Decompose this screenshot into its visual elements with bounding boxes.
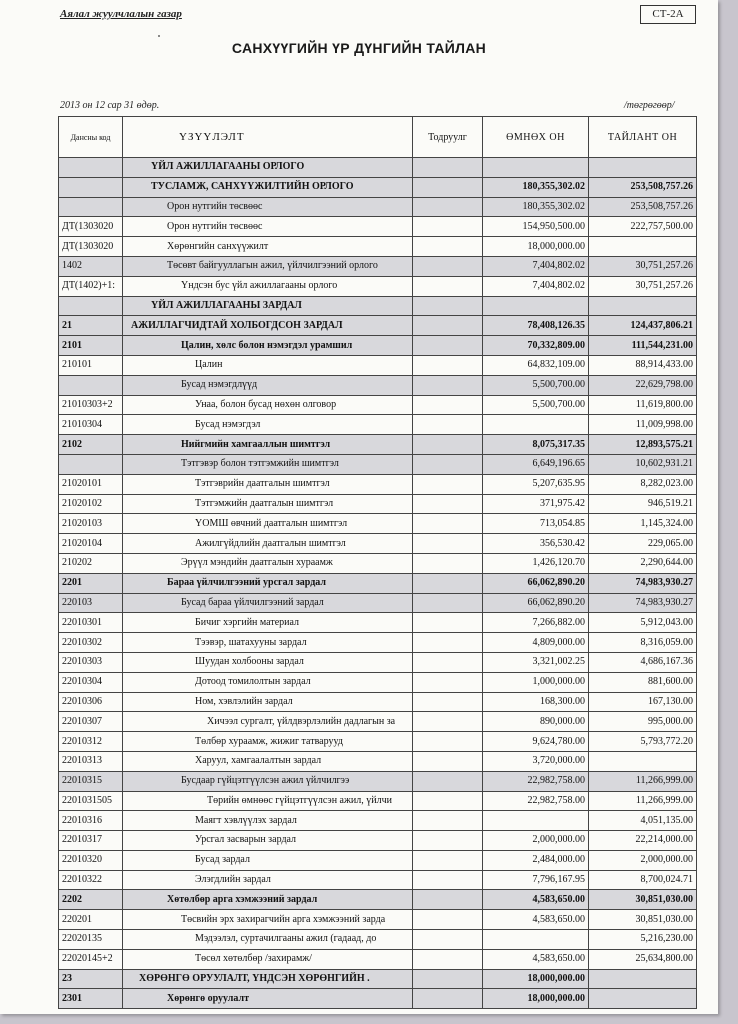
table-row xyxy=(59,415,697,435)
table-row xyxy=(59,930,697,950)
cell-current-year: 10,602,931.21 xyxy=(589,454,697,474)
organization-name: Аялал жуулчлалын газар xyxy=(60,8,182,20)
cell-previous-year: 9,624,780.00 xyxy=(483,732,589,752)
cell-current-year: 5,216,230.00 xyxy=(589,930,697,950)
cell-current-year: 11,266,999.00 xyxy=(589,791,697,811)
cell-account-code: 220201 xyxy=(59,910,123,930)
cell-previous-year: 2,000,000.00 xyxy=(483,831,589,851)
cell-note xyxy=(413,672,483,692)
cell-account-code: 210101 xyxy=(59,355,123,375)
table-header xyxy=(59,117,697,158)
cell-previous-year xyxy=(483,930,589,950)
cell-current-year xyxy=(589,158,697,178)
table-row xyxy=(59,613,697,633)
cell-note xyxy=(413,415,483,435)
cell-account-code: ДТ(1303020 xyxy=(59,217,123,237)
cell-indicator: ҮЙЛ АЖИЛЛАГААНЫ ЗАРДАЛ xyxy=(123,296,413,316)
cell-indicator: АЖИЛЛАГЧИДТАЙ ХОЛБОГДСОН ЗАРДАЛ xyxy=(123,316,413,336)
cell-current-year: 8,316,059.00 xyxy=(589,633,697,653)
table-row xyxy=(59,573,697,593)
cell-previous-year: 7,404,802.02 xyxy=(483,276,589,296)
table-row xyxy=(59,177,697,197)
cell-previous-year: 7,266,882.00 xyxy=(483,613,589,633)
table-row xyxy=(59,652,697,672)
cell-account-code: 2301 xyxy=(59,989,123,1009)
cell-previous-year: 7,796,167.95 xyxy=(483,870,589,890)
cell-current-year: 74,983,930.27 xyxy=(589,573,697,593)
cell-note xyxy=(413,890,483,910)
cell-current-year: 74,983,930.27 xyxy=(589,593,697,613)
cell-account-code: 21010303+2 xyxy=(59,395,123,415)
table-row xyxy=(59,237,697,257)
cell-current-year: 22,629,798.00 xyxy=(589,375,697,395)
cell-indicator: Урсгал засварын зардал xyxy=(123,831,413,851)
cell-note xyxy=(413,336,483,356)
cell-indicator: Нийгмийн хамгааллын шимтгэл xyxy=(123,435,413,455)
cell-previous-year: 78,408,126.35 xyxy=(483,316,589,336)
table-row xyxy=(59,514,697,534)
cell-previous-year: 18,000,000.00 xyxy=(483,989,589,1009)
cell-note xyxy=(413,652,483,672)
cell-account-code: 22020145+2 xyxy=(59,949,123,969)
cell-note xyxy=(413,751,483,771)
income-statement-table xyxy=(58,116,697,1009)
cell-account-code: 21010304 xyxy=(59,415,123,435)
cell-note xyxy=(413,177,483,197)
cell-current-year: 4,051,135.00 xyxy=(589,811,697,831)
cell-note xyxy=(413,593,483,613)
cell-indicator: Унаа, болон бусад нөхөн олговор xyxy=(123,395,413,415)
cell-account-code: 1402 xyxy=(59,256,123,276)
table-row xyxy=(59,534,697,554)
table-row xyxy=(59,474,697,494)
cell-indicator: Маягт хэвлүүлэх зардал xyxy=(123,811,413,831)
report-date: 2013 он 12 сар 31 өдөр. xyxy=(60,100,160,111)
table-row xyxy=(59,454,697,474)
cell-account-code: 22010313 xyxy=(59,751,123,771)
cell-current-year xyxy=(589,969,697,989)
cell-indicator: Мэдээлэл, суртачилгааны ажил (гадаад, до xyxy=(123,930,413,950)
cell-indicator: Дотоод томилолтын зардал xyxy=(123,672,413,692)
cell-current-year: 30,851,030.00 xyxy=(589,890,697,910)
cell-current-year xyxy=(589,237,697,257)
cell-indicator: Хөрөнгийн санхүүжилт xyxy=(123,237,413,257)
cell-indicator: Хичээл сургалт, үйлдвэрлэлийн дадлагын за xyxy=(123,712,413,732)
column-header-indicator: ҮЗҮҮЛЭЛТ xyxy=(123,117,413,158)
cell-previous-year: 6,649,196.65 xyxy=(483,454,589,474)
cell-current-year: 167,130.00 xyxy=(589,692,697,712)
table-row xyxy=(59,375,697,395)
cell-previous-year xyxy=(483,158,589,178)
cell-note xyxy=(413,276,483,296)
cell-current-year: 11,619,800.00 xyxy=(589,395,697,415)
cell-note xyxy=(413,316,483,336)
cell-previous-year: 2,484,000.00 xyxy=(483,850,589,870)
cell-previous-year: 8,075,317.35 xyxy=(483,435,589,455)
cell-current-year: 88,914,433.00 xyxy=(589,355,697,375)
cell-note xyxy=(413,613,483,633)
cell-note xyxy=(413,217,483,237)
table-row xyxy=(59,158,697,178)
cell-current-year: 30,851,030.00 xyxy=(589,910,697,930)
cell-indicator: Тэтгэврийн даатгалын шимтгэл xyxy=(123,474,413,494)
cell-current-year xyxy=(589,296,697,316)
cell-previous-year: 18,000,000.00 xyxy=(483,969,589,989)
cell-current-year: 5,912,043.00 xyxy=(589,613,697,633)
cell-current-year: 253,508,757.26 xyxy=(589,197,697,217)
cell-previous-year: 5,500,700.00 xyxy=(483,375,589,395)
table-row xyxy=(59,989,697,1009)
cell-account-code: 2101 xyxy=(59,336,123,356)
report-title: САНХҮҮГИЙН ҮР ДҮНГИЙН ТАЙЛАН xyxy=(231,40,487,56)
table-row xyxy=(59,870,697,890)
cell-previous-year xyxy=(483,811,589,831)
cell-previous-year: 4,583,650.00 xyxy=(483,890,589,910)
cell-note xyxy=(413,712,483,732)
cell-previous-year: 22,982,758.00 xyxy=(483,791,589,811)
table-row xyxy=(59,732,697,752)
table-row xyxy=(59,197,697,217)
cell-note xyxy=(413,850,483,870)
table-row xyxy=(59,672,697,692)
cell-previous-year: 5,207,635.95 xyxy=(483,474,589,494)
table-row xyxy=(59,831,697,851)
table-row xyxy=(59,355,697,375)
cell-previous-year: 64,832,109.00 xyxy=(483,355,589,375)
cell-current-year: 11,009,998.00 xyxy=(589,415,697,435)
table-row xyxy=(59,949,697,969)
table-row xyxy=(59,633,697,653)
table-row xyxy=(59,712,697,732)
cell-account-code: 21020102 xyxy=(59,494,123,514)
cell-previous-year: 4,583,650.00 xyxy=(483,910,589,930)
table-row xyxy=(59,771,697,791)
cell-indicator: ХӨРӨНГӨ ОРУУЛАЛТ, ҮНДСЭН ХӨРӨНГИЙН . xyxy=(123,969,413,989)
cell-current-year: 8,282,023.00 xyxy=(589,474,697,494)
table-row xyxy=(59,850,697,870)
table-row xyxy=(59,969,697,989)
cell-indicator: Бусад зардал xyxy=(123,850,413,870)
cell-note xyxy=(413,256,483,276)
table-body xyxy=(59,158,697,1009)
cell-previous-year: 66,062,890.20 xyxy=(483,593,589,613)
cell-indicator: Бусдаар гүйцэтгүүлсэн ажил үйлчилгээ xyxy=(123,771,413,791)
cell-account-code xyxy=(59,177,123,197)
cell-previous-year: 3,321,002.25 xyxy=(483,652,589,672)
cell-note xyxy=(413,494,483,514)
table-row xyxy=(59,910,697,930)
cell-account-code: 2102 xyxy=(59,435,123,455)
cell-note xyxy=(413,949,483,969)
cell-account-code: 21020101 xyxy=(59,474,123,494)
column-header-current-year: ТАЙЛАНТ ОН xyxy=(589,117,697,158)
cell-note xyxy=(413,870,483,890)
table-row xyxy=(59,256,697,276)
cell-previous-year: 356,530.42 xyxy=(483,534,589,554)
cell-note xyxy=(413,197,483,217)
table-row xyxy=(59,276,697,296)
cell-account-code xyxy=(59,296,123,316)
cell-account-code: 22010302 xyxy=(59,633,123,653)
cell-indicator: Төсөвт байгууллагын ажил, үйлчилгээний орлого xyxy=(123,256,413,276)
cell-previous-year: 371,975.42 xyxy=(483,494,589,514)
cell-previous-year xyxy=(483,296,589,316)
cell-current-year: 30,751,257.26 xyxy=(589,276,697,296)
cell-current-year: 2,000,000.00 xyxy=(589,850,697,870)
cell-previous-year: 713,054.85 xyxy=(483,514,589,534)
table-row xyxy=(59,791,697,811)
cell-current-year: 30,751,257.26 xyxy=(589,256,697,276)
cell-previous-year: 1,000,000.00 xyxy=(483,672,589,692)
table-row xyxy=(59,553,697,573)
cell-account-code: ДТ(1303020 xyxy=(59,237,123,257)
cell-indicator: Бусад бараа үйлчилгээний зардал xyxy=(123,593,413,613)
cell-indicator: Бусад нэмэгдлүүд xyxy=(123,375,413,395)
table-row xyxy=(59,692,697,712)
table-row xyxy=(59,296,697,316)
cell-note xyxy=(413,969,483,989)
cell-current-year: 253,508,757.26 xyxy=(589,177,697,197)
cell-previous-year: 18,000,000.00 xyxy=(483,237,589,257)
cell-note xyxy=(413,474,483,494)
table-row xyxy=(59,890,697,910)
cell-previous-year: 1,426,120.70 xyxy=(483,553,589,573)
table-row xyxy=(59,811,697,831)
cell-account-code: 22010306 xyxy=(59,692,123,712)
cell-current-year: 946,519.21 xyxy=(589,494,697,514)
cell-account-code: ДТ(1402)+1: xyxy=(59,276,123,296)
cell-note xyxy=(413,732,483,752)
table-row xyxy=(59,593,697,613)
cell-indicator: Хөрөнгө оруулалт xyxy=(123,989,413,1009)
cell-note xyxy=(413,811,483,831)
cell-account-code: 22010322 xyxy=(59,870,123,890)
cell-indicator: Бараа үйлчилгээний урсгал зардал xyxy=(123,573,413,593)
cell-account-code: 2201031505 xyxy=(59,791,123,811)
cell-account-code: 21020104 xyxy=(59,534,123,554)
cell-note xyxy=(413,692,483,712)
cell-account-code: 22020135 xyxy=(59,930,123,950)
cell-account-code: 22010301 xyxy=(59,613,123,633)
cell-indicator: Тэтгэвэр болон тэтгэмжийн шимтгэл xyxy=(123,454,413,474)
cell-current-year: 1,145,324.00 xyxy=(589,514,697,534)
cell-note xyxy=(413,435,483,455)
cell-account-code xyxy=(59,375,123,395)
cell-note xyxy=(413,296,483,316)
cell-note xyxy=(413,395,483,415)
cell-account-code: 22010320 xyxy=(59,850,123,870)
cell-account-code: 22010317 xyxy=(59,831,123,851)
cell-note xyxy=(413,237,483,257)
cell-previous-year: 7,404,802.02 xyxy=(483,256,589,276)
currency-unit: /төгрөгөөр/ xyxy=(624,100,675,111)
cell-indicator: Цалин xyxy=(123,355,413,375)
cell-current-year: 995,000.00 xyxy=(589,712,697,732)
cell-indicator: ТУСЛАМЖ, САНХҮҮЖИЛТИЙН ОРЛОГО xyxy=(123,177,413,197)
cell-note xyxy=(413,831,483,851)
cell-note xyxy=(413,771,483,791)
cell-indicator: Төрийн өмнөөс гүйцэтгүүлсэн ажил, үйлчи xyxy=(123,791,413,811)
cell-account-code: 22010315 xyxy=(59,771,123,791)
cell-account-code: 22010316 xyxy=(59,811,123,831)
column-header-account: Дансны код xyxy=(59,117,123,158)
column-header-previous-year: ӨМНӨХ ОН xyxy=(483,117,589,158)
cell-note xyxy=(413,989,483,1009)
cell-previous-year: 180,355,302.02 xyxy=(483,177,589,197)
cell-account-code: 210202 xyxy=(59,553,123,573)
table-row xyxy=(59,494,697,514)
cell-indicator: Тээвэр, шатахууны зардал xyxy=(123,633,413,653)
cell-note xyxy=(413,514,483,534)
cell-current-year: 4,686,167.36 xyxy=(589,652,697,672)
cell-current-year: 8,700,024.71 xyxy=(589,870,697,890)
cell-current-year: 22,214,000.00 xyxy=(589,831,697,851)
cell-indicator: Бусад нэмэгдэл xyxy=(123,415,413,435)
cell-indicator: ҮЙЛ АЖИЛЛАГААНЫ ОРЛОГО xyxy=(123,158,413,178)
cell-indicator: Эрүүл мэндийн даатгалын хураамж xyxy=(123,553,413,573)
table-row xyxy=(59,435,697,455)
cell-note xyxy=(413,910,483,930)
cell-current-year: 12,893,575.21 xyxy=(589,435,697,455)
table-row xyxy=(59,217,697,237)
cell-account-code: 2202 xyxy=(59,890,123,910)
cell-account-code: 22010303 xyxy=(59,652,123,672)
cell-account-code xyxy=(59,158,123,178)
cell-account-code xyxy=(59,454,123,474)
cell-previous-year: 3,720,000.00 xyxy=(483,751,589,771)
cell-indicator: Бичиг хэргийн материал xyxy=(123,613,413,633)
speck xyxy=(158,35,160,37)
cell-current-year: 5,793,772.20 xyxy=(589,732,697,752)
cell-previous-year xyxy=(483,415,589,435)
cell-account-code: 21020103 xyxy=(59,514,123,534)
cell-note xyxy=(413,553,483,573)
cell-indicator: Шуудан холбооны зардал xyxy=(123,652,413,672)
cell-indicator: Элэгдлийн зардал xyxy=(123,870,413,890)
cell-previous-year: 66,062,890.20 xyxy=(483,573,589,593)
cell-current-year xyxy=(589,989,697,1009)
cell-current-year: 222,757,500.00 xyxy=(589,217,697,237)
cell-note xyxy=(413,158,483,178)
table-row xyxy=(59,316,697,336)
cell-indicator: ҮОМШ өвчний даатгалын шимтгэл xyxy=(123,514,413,534)
cell-previous-year: 22,982,758.00 xyxy=(483,771,589,791)
cell-current-year: 11,266,999.00 xyxy=(589,771,697,791)
cell-current-year: 2,290,644.00 xyxy=(589,553,697,573)
cell-account-code xyxy=(59,197,123,217)
cell-previous-year: 168,300.00 xyxy=(483,692,589,712)
cell-indicator: Орон нутгийн төсвөөс xyxy=(123,217,413,237)
cell-account-code: 2201 xyxy=(59,573,123,593)
column-header-note: Тодруулг xyxy=(413,117,483,158)
form-code-box: СТ-2А xyxy=(640,5,696,24)
cell-previous-year: 4,809,000.00 xyxy=(483,633,589,653)
table-row xyxy=(59,395,697,415)
cell-account-code: 22010304 xyxy=(59,672,123,692)
cell-note xyxy=(413,375,483,395)
cell-account-code: 22010312 xyxy=(59,732,123,752)
cell-note xyxy=(413,633,483,653)
cell-current-year xyxy=(589,751,697,771)
cell-note xyxy=(413,791,483,811)
cell-current-year: 111,544,231.00 xyxy=(589,336,697,356)
cell-previous-year: 4,583,650.00 xyxy=(483,949,589,969)
cell-indicator: Ном, хэвлэлийн зардал xyxy=(123,692,413,712)
cell-indicator: Төлбөр хураамж, жижиг татварууд xyxy=(123,732,413,752)
cell-previous-year: 70,332,809.00 xyxy=(483,336,589,356)
cell-note xyxy=(413,454,483,474)
cell-note xyxy=(413,930,483,950)
cell-indicator: Төсөл хөтөлбөр /захирамж/ xyxy=(123,949,413,969)
cell-indicator: Төсвийн эрх захирагчийн арга хэмжээний зарда xyxy=(123,910,413,930)
cell-indicator: Хөтөлбөр арга хэмжээний зардал xyxy=(123,890,413,910)
cell-note xyxy=(413,355,483,375)
cell-indicator: Цалин, хөлс болон нэмэгдэл урамшил xyxy=(123,336,413,356)
cell-previous-year: 180,355,302.02 xyxy=(483,197,589,217)
cell-account-code: 22010307 xyxy=(59,712,123,732)
cell-indicator: Тэтгэмжийн даатгалын шимтгэл xyxy=(123,494,413,514)
table-row xyxy=(59,336,697,356)
cell-indicator: Ажилгүйдлийн даатгалын шимтгэл xyxy=(123,534,413,554)
cell-previous-year: 154,950,500.00 xyxy=(483,217,589,237)
table-row xyxy=(59,751,697,771)
cell-current-year: 124,437,806.21 xyxy=(589,316,697,336)
cell-current-year: 881,600.00 xyxy=(589,672,697,692)
cell-previous-year: 890,000.00 xyxy=(483,712,589,732)
cell-indicator: Орон нутгийн төсвөөс xyxy=(123,197,413,217)
cell-note xyxy=(413,534,483,554)
cell-current-year: 229,065.00 xyxy=(589,534,697,554)
cell-account-code: 21 xyxy=(59,316,123,336)
cell-indicator: Харуул, хамгаалалтын зардал xyxy=(123,751,413,771)
cell-account-code: 23 xyxy=(59,969,123,989)
cell-indicator: Үндсэн бус үйл ажиллагааны орлого xyxy=(123,276,413,296)
cell-previous-year: 5,500,700.00 xyxy=(483,395,589,415)
cell-note xyxy=(413,573,483,593)
cell-current-year: 25,634,800.00 xyxy=(589,949,697,969)
cell-account-code: 220103 xyxy=(59,593,123,613)
